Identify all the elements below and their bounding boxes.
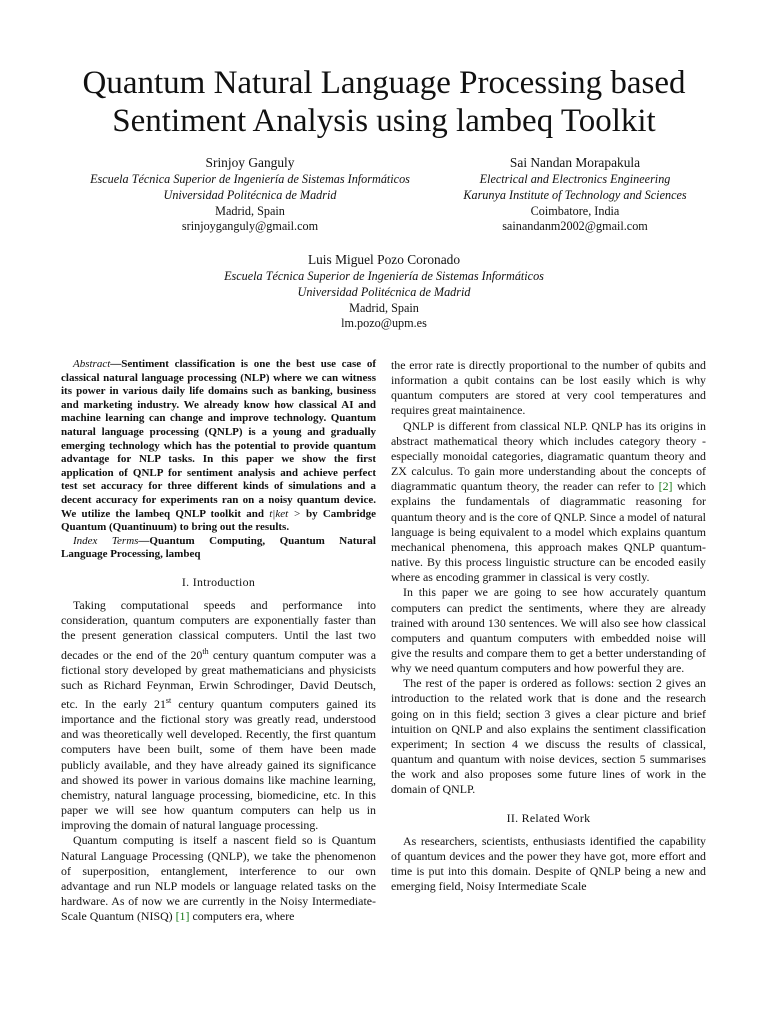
- author-location: Coimbatore, India: [530, 203, 620, 218]
- citation-link[interactable]: [2]: [658, 479, 673, 494]
- related-paragraph-1: As researchers, scientists, enthusiasts identified the capability of quantum devices and the power they have got, more effort and time is put into this domain. Despite of QNLP being a new and emerging field, Noisy Intermediate Scale: [391, 833, 706, 894]
- paper-title: Quantum Natural Language Processing based Sentiment Analysis using lambeq Toolkit: [82, 65, 686, 139]
- author-email: sainandanm2002@gmail.com: [502, 219, 648, 234]
- author-affiliation: Electrical and Electronics Engineering: [479, 172, 671, 186]
- author-email: srinjoyganguly@gmail.com: [181, 219, 319, 234]
- index-terms: Index Terms—Quantum Computing, Quantum Natural Language Processing, lambeq: [61, 534, 376, 561]
- intro-paragraph-3: the error rate is directly proportional to the number of qubits and information a qubit contains can be lost easily which is why quantum computers are stored at very cool temperatures and requires great maintainence.: [391, 358, 706, 418]
- author-block-3: [180, 251, 588, 332]
- author-location: Madrid, Spain: [349, 300, 419, 315]
- section-heading-introduction: I. Introduction: [181, 574, 256, 589]
- author-location: Madrid, Spain: [215, 203, 285, 218]
- author-affiliation: Universidad Politécnica de Madrid: [163, 187, 337, 202]
- citation-link[interactable]: [1]: [175, 909, 190, 924]
- index-terms-text: Quantum Computing, Quantum Natural Language Processing, lambeq: [61, 534, 376, 561]
- author-block-2: [420, 154, 730, 235]
- section-heading-related-work: II. Related Work: [506, 810, 591, 825]
- author-name: Srinjoy Ganguly: [205, 155, 295, 170]
- intro-paragraph-6: The rest of the paper is ordered as follows: section 2 gives an introduction to the related work that is done and the research going on in this field; section 3 gives a clear picture and brief intuition on QNLP and also explains the sentiment classification experiment; In section 4 we discuss the results of classical, quantum and quantum with noise devices, section 5 summarises the work and also proposes some future lines of work in the domain of QNLP.: [391, 676, 706, 797]
- intro-paragraph-5: In this paper we are going to see how accurately quantum computers can predict the sentiments, where they are already trained with around 130 sentences. We will also see how classical computers and quantum computers with embedded noise will give the results and compare them to get a better understanding of why we need quantum computers and how powerful they are.: [391, 585, 706, 676]
- left-column: [61, 358, 376, 924]
- intro-paragraph-4: QNLP is different from classical NLP. QNLP has its origins in abstract mathematical theory which includes category theory - especially monoidal categories, diagramatic quantum theory and ZX calculus. To gain more understanding about the concepts of diagrammatic quantum theory, the reader can refer to [2] which explains the fundamentals of diagrammatic reasoning for quantum theory and is the core of QNLP. Since a model of natural language is being equivalent to a model which explains quantum mechanical phenomena, this approach makes QNLP quantum-native. By this process linguistic structure can be encoded easily where as encoding grammer in classical is very costly.: [391, 418, 706, 585]
- abstract: Abstract—Sentiment classification is one the best use case of classical natural language processing (NLP) where we can witness its power in various daily life domains such as banking, business and marketing industry. We already know how classical AI and machine learning can change and improve technology. Quantum natural language processing (QNLP) is a young and gradually emerging technology which has the potential to provide quantum advantage for NLP tasks. In this paper we show the first application of QNLP for sentiment analysis and achieve perfect test set accuracy for three different kinds of simulations and a decent accuracy for experiments ran on a noisy quantum device. We utilize the lambeq QNLP toolkit and t|ket > by Cambridge Quantum (Quantinuum) to bring out the results.: [61, 358, 377, 534]
- author-affiliation: Escuela Técnica Superior de Ingeniería de Sistemas Informáticos: [224, 269, 544, 283]
- author-name: Luis Miguel Pozo Coronado: [307, 252, 461, 267]
- right-column: [391, 358, 706, 894]
- author-email: lm.pozo@upm.es: [341, 316, 427, 331]
- abstract-text: Sentiment classification is one the best use case of classical natural language processing (NLP) where we can witness its power in various daily life domains such as banking, business and marketing industry. We already know how classical AI and machine learning can change and improve technology. Quantum natural language processing (QNLP) is a young and gradually emerging technology which has the potential to provide quantum advantage for NLP tasks. In this paper we show the first application of QNLP for sentiment analysis and achieve perfect test set accuracy for three different kinds of simulations and a decent accuracy for experiments ran on a noisy quantum device. We utilize the lambeq QNLP toolkit and: [61, 358, 376, 520]
- author-affiliation: Universidad Politécnica de Madrid: [297, 284, 471, 299]
- author-affiliation: Escuela Técnica Superior de Ingeniería de Sistemas Informáticos: [90, 172, 410, 186]
- index-terms-label: Index Terms: [73, 534, 139, 547]
- intro-paragraph-1: Taking computational speeds and performance into consideration, quantum computers are exponentially faster than the present generation classical computers. Until the last two decades or the end of the 20th century quantum computer was a fictional story developed by great mathematicians and physicists such as Richard Feynman, Erwin Schrodinger, David Deutsch, etc. In the early 21st century quantum computers gained its importance and the fictional story was greatly read, understood and was theoretically well developed. Recently, the first quantum computers have been built, some of them have been made publicly available, and they have already gained its significance and showed its power in various domains like machine learning, chemistry, natural language processing, biomedicine, etc. In this paper we will see how quantum computers can help us in improving the domain of natural language processing.: [61, 598, 376, 833]
- author-block-1: [60, 154, 440, 235]
- author-name: Sai Nandan Morapakula: [509, 155, 641, 170]
- author-affiliation: Karunya Institute of Technology and Sciences: [463, 187, 687, 202]
- intro-paragraph-2: Quantum computing is itself a nascent field so is Quantum Natural Language Processing (QNLP), we take the phenomenon of superposition, entanglement, interference to our own advantage and run NLP models or language related tasks on the hardware. As of now we are currently in the Noisy Intermediate-Scale Quantum (NISQ) [1] computers era, where: [61, 833, 376, 924]
- abstract-label: Abstract: [73, 358, 111, 370]
- tket-math: t|ket >: [269, 507, 301, 520]
